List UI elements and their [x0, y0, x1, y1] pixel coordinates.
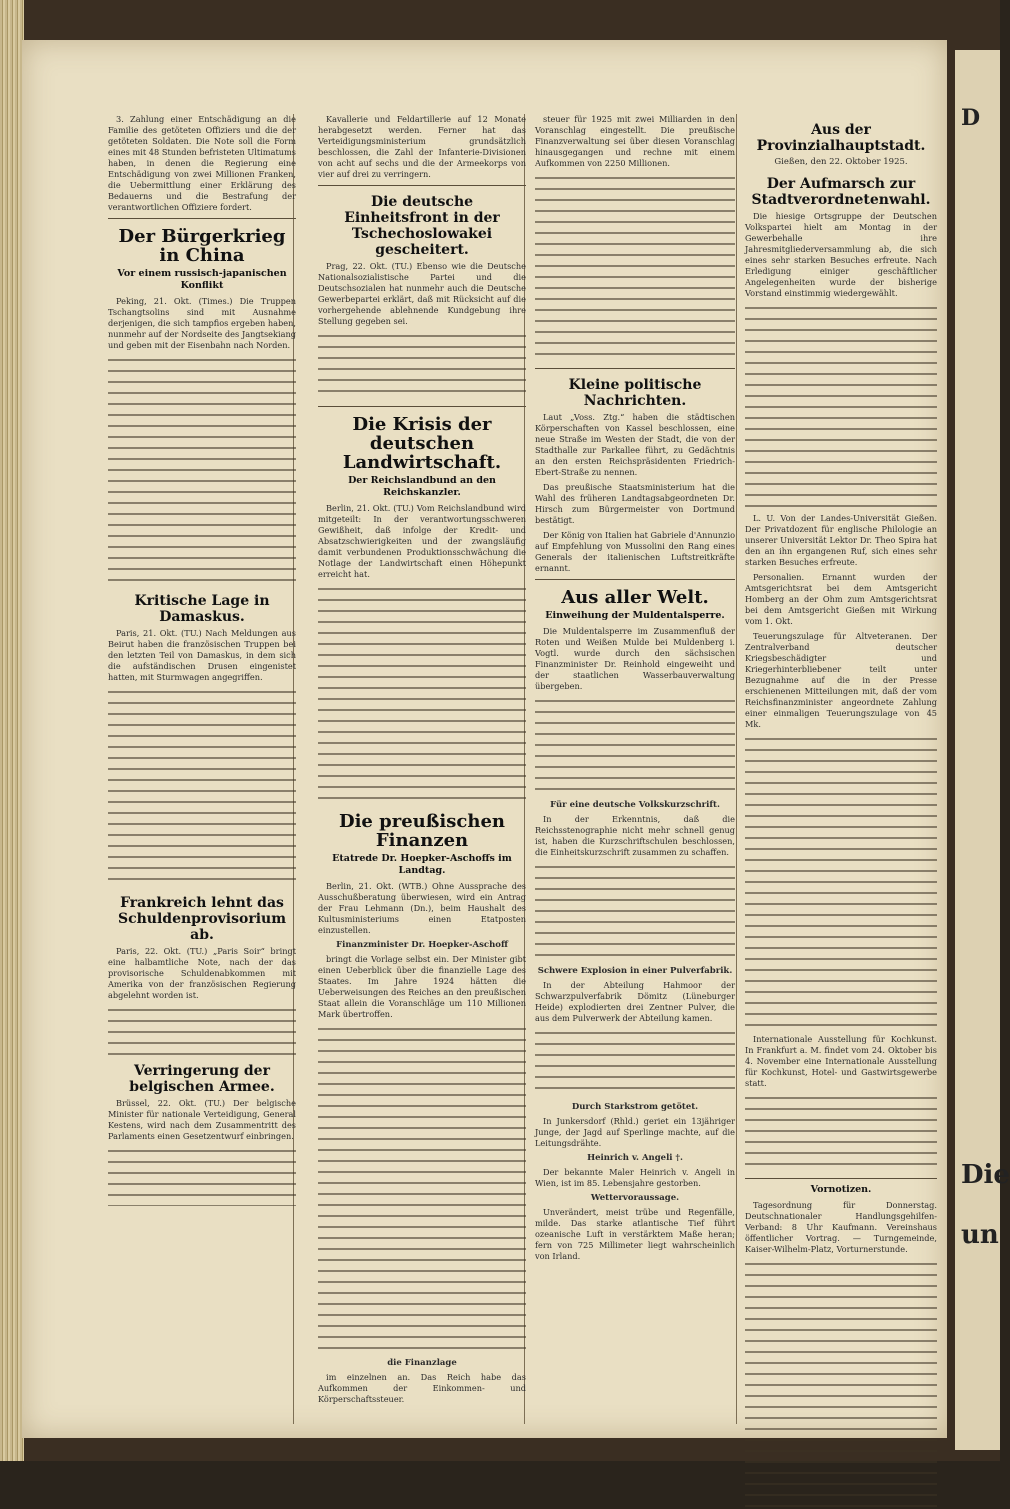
article-muldentalsperre-text: Die Muldentalsperre im Zusammenfluß der Roten und Weißen Mulde bei Muldenberg i. Vogtl. wurde durch den sächsischen Finanzminister Dr. Reinhold eingeweiht und der staatlichen Wasserbauverwaltung übergeben.: [535, 626, 735, 691]
subheadline-china: Vor einem russisch-japanischen Konflikt: [117, 268, 287, 291]
article-tschechoslowakei-text: Prag, 22. Okt. (TU.) Ebenso wie die Deutsche Nationalsozialistische Partei und die Deutschsozialen hat nunmehr auch die Deutsche Gewerbepartei erklärt, daß mit Rücksicht auf die vorhergehende ablehnende Kundgebung ihre Stellung gegeben sei.: [318, 261, 526, 326]
text-lines: [535, 1028, 735, 1098]
article-finanzminister-text: bringt die Vorlage selbst ein. Der Minister gibt einen Ueberblick über die finanzielle Lage des Staates. Im Jahre 1924 hätten die Ueberweisungen des Reiches an den preußischen Staat allein die Voranschläge um 110 Millionen Mark übertroffen.: [318, 954, 526, 1019]
headline-damaskus: Kritische Lage in Damaskus.: [134, 593, 270, 625]
text-lines: [318, 584, 526, 804]
column-3: [535, 114, 735, 1424]
subhead-explosion: Schwere Explosion in einer Pulverfabrik.: [537, 966, 733, 976]
headline-belgien: Verringerung der belgischen Armee.: [129, 1063, 275, 1095]
headline-finanzen: Die preußischen Finanzen: [338, 811, 505, 851]
text-lines: [318, 1024, 526, 1354]
headline-aus-aller-welt: Aus aller Welt.: [561, 587, 709, 608]
subhead-finanzminister: Finanzminister Dr. Hoepker-Aschoff: [336, 940, 508, 950]
text-lines: [745, 734, 937, 1034]
article-starkstrom-text: In Junkersdorf (Rhld.) geriet ein 13jähriger Junge, der Jagd auf Sperlinge machte, auf die Leitungsdrähte.: [535, 1116, 735, 1148]
text-lines: [745, 1259, 937, 1509]
article-angeli-text: Der bekannte Maler Heinrich v. Angeli in Wien, ist im 85. Lebensjahre gestorben.: [535, 1167, 735, 1188]
subhead-wetter: Wettervoraussage.: [590, 1193, 680, 1203]
text-lines: [535, 173, 735, 363]
text-lines: [108, 1146, 296, 1206]
article-belgien-text: Brüssel, 22. Okt. (TU.) Der belgische Minister für nationale Verteidigung, General Kestens, wird nach dem Zusammentritt des Parlaments einen Gesetzentwurf einbringen.: [108, 1098, 296, 1141]
column-2-intro: Kavallerie und Feldartillerie auf 12 Monate herabgesetzt werden. Ferner hat das Verteidigungsministerium grundsätzlich beschlossen, die Zahl der Infanterie-Divisionen von acht auf sechs und die der Armeekorps von vier auf drei zu verringern.: [318, 114, 526, 179]
headline-provinzialhauptstadt: Aus der Provinzialhauptstadt.: [756, 122, 926, 154]
subheadline-finanzen: Etatrede Dr. Hoepker-Aschoffs im Landtag.: [332, 853, 512, 876]
article-landwirtschaft-text: Berlin, 21. Okt. (TU.) Vom Reichslandbund wird mitgeteilt: In der verantwortungsschweren Gewißheit, daß infolge der Kredit- und Absatzschwierigkeiten und der zwangsläufig damit verbundenen Produktionsschwächung die Notlage der Landwirtschaft einen Höhepunkt erreicht hat.: [318, 503, 526, 579]
headline-kleine-nachrichten: Kleine politische Nachrichten.: [568, 377, 702, 409]
subhead-angeli: Heinrich v. Angeli †.: [587, 1153, 683, 1163]
subheadline-muldentalsperre: Einweihung der Muldentalsperre.: [545, 610, 725, 621]
news-kochkunst: Internationale Ausstellung für Kochkunst. In Frankfurt a. M. findet vom 24. Oktober bis 4. November eine Internationale Ausstellung für Kochkunst, Hotel- und Gastwirtsgewerbe statt.: [745, 1034, 937, 1088]
column-3-intro: steuer für 1925 mit zwei Milliarden in den Voranschlag eingestellt. Die preußische Finanzverwaltung sei über diesen Voranschlag hinausgegangen und rechne mit einem Aufkommen von 2250 Millionen.: [535, 114, 735, 168]
article-finanzen-text: Berlin, 21. Okt. (WTB.) Ohne Aussprache des Ausschußberatung überwiesen, wird ein Antrag der Frau Lehmann (Dn.), beim Haushalt des Kultusministeriums einen Etatposten einzustellen.: [318, 881, 526, 935]
column-2: [318, 114, 526, 1424]
headline-tschechoslowakei: Die deutsche Einheitsfront in der Tschechoslowakei gescheitert.: [344, 194, 500, 258]
subhead-finanzlage: die Finanzlage: [387, 1358, 457, 1368]
text-lines: [745, 303, 937, 513]
article-finanzlage-text: im einzelnen an. Das Reich habe das Aufkommen der Einkommen- und Körperschaftssteuer.: [318, 1372, 526, 1404]
news-altveteranen: Teuerungszulage für Altveteranen. Der Zentralverband deutscher Kriegsbeschädigter und Kriegerhinterbliebener teilt unter Bezugnahme auf die in der Presse erschienenen Mitteilungen mit, daß der vom Reichsfinanzminister angeordnete Zahlung einer einmaligen Teuerungszulage von 45 Mk.: [745, 631, 937, 729]
headline-frankreich: Frankreich lehnt das Schuldenprovisorium ab.: [117, 895, 287, 943]
news-kassel: Laut „Voss. Ztg.“ haben die städtischen Körperschaften von Kassel beschlossen, eine neue Straße im Westen der Stadt, die von der Stadthalle zur Parkallee führt, zu Gedächtnis an den ersten Reichspräsidenten Friedrich-Ebert-Straße zu nennen.: [535, 412, 735, 477]
article-explosion-text: In der Abteilung Hahmoor der Schwarzpulverfabrik Dömitz (Lüneburger Heide) explodierten drei Zentner Pulver, die aus dem Pulverwerk der Abteilung kamen.: [535, 980, 735, 1023]
column-1: [108, 114, 296, 1424]
headline-china: Der Bürgerkrieg in China: [118, 226, 286, 266]
subhead-volkskurzschrift: Für eine deutsche Volkskurzschrift.: [550, 800, 720, 810]
article-frankreich-text: Paris, 22. Okt. (TU.) „Paris Soir“ bringt eine halbamtliche Note, nach der das provisorische Schuldenabkommen mit Amerika von der französischen Regierung abgelehnt worden ist.: [108, 946, 296, 1000]
next-page-fragment: D: [961, 105, 981, 131]
article-damaskus-text: Paris, 21. Okt. (TU.) Nach Meldungen aus Beirut haben die französischen Truppen bei den letzten Teil von Damaskus, in dem sich die aufständischen Drusen eingenistet hatten, mit Sturmwagen angegriffen.: [108, 628, 296, 682]
book-edge: [0, 0, 24, 1461]
column-4: [745, 114, 937, 1424]
subheadline-landwirtschaft: Der Reichslandbund an den Reichskanzler.: [348, 475, 496, 498]
article-volkspartei-text: Die hiesige Ortsgruppe der Deutschen Volkspartei hielt am Montag in der Gewerbehalle ihre Jahresmitgliederversammlung ab, die sich eines sehr starken Besuches erfreute. Nach Erledigung einiger geschäftlicher Angelegenheiten wurde der bisherige Vorstand einstimmig wiedergewählt.: [745, 211, 937, 298]
news-universitaet: L. U. Von der Landes-Universität Gießen. Der Privatdozent für englische Philologie an unserer Universität Lektor Dr. Theo Spira hat den an ihn ergangenen Ruf, sich eines sehr starken Besuches erfreute.: [745, 513, 937, 567]
next-page-fragment: Die: [961, 1160, 1010, 1190]
dateline: Gießen, den 22. Oktober 1925.: [774, 157, 908, 167]
news-italien: Der König von Italien hat Gabriele d'Annunzio auf Empfehlung von Mussolini den Rang eines Generals der italienischen Luftstreitkräfte ernannt.: [535, 530, 735, 573]
text-lines: [108, 1005, 296, 1055]
headline-vornotizen: Vornotizen.: [810, 1184, 872, 1195]
news-personalien: Personalien. Ernannt wurden der Amtsgerichtsrat bei dem Amtsgericht Homberg an der Ohm zum Amtsgerichtsrat bei dem Amtsgericht Gießen mit Wirkung vom 1. Okt.: [745, 572, 937, 626]
text-lines: [745, 1093, 937, 1173]
text-lines: [318, 331, 526, 401]
next-page-edge: [955, 50, 1010, 1450]
news-dortmund: Das preußische Staatsministerium hat die Wahl des früheren Landtagsabgeordneten Dr. Hirsch zum Bürgermeister von Dortmund bestätigt.: [535, 482, 735, 525]
subhead-starkstrom: Durch Starkstrom getötet.: [571, 1102, 699, 1112]
headline-landwirtschaft: Die Krisis der deutschen Landwirtschaft.: [342, 414, 502, 473]
article-wetter-text: Unverändert, meist trübe und Regenfälle, milde. Das starke atlantische Tief führt ozeanische Luft in verstärktem Maße heran; fern von 725 Millimeter liegt wahrscheinlich von Irland.: [535, 1207, 735, 1261]
next-page-fragment: un: [961, 1220, 999, 1250]
text-lines: [108, 355, 296, 585]
article-china-text: Peking, 21. Okt. (Times.) Die Truppen Tschangtsolins sind mit Ausnahme derjenigen, die sich tampfios ergeben haben, nunmehr auf der Nordseite des Jangtsekiang und geben mit der Eisenbahn nach Norden.: [108, 296, 296, 350]
news-tagesordnung: Tagesordnung für Donnerstag. Deutschnationaler Handlungsgehilfen-Verband: 8 Uhr Kaufmann. Vereinshaus öffentlicher Vortrag. — Turngemeinde, Kaiser-Wilhelm-Platz, Vorturnerstunde.: [745, 1200, 937, 1254]
headline-stadtverordnetenwahl: Der Aufmarsch zur Stadtverordnetenwahl.: [751, 176, 931, 208]
column-1-intro: 3. Zahlung einer Entschädigung an die Familie des getöteten Offiziers und die der getöteten Soldaten. Die Note soll die Form eines mit 48 Stunden befristeten Ultimatums haben, in denen die Regierung eine Entschädigung von zwei Millionen Franken, die Uebermittlung einer Erklärung des Bedauerns und die Bestrafung der verantwortlichen Offiziere fordert.: [108, 114, 296, 212]
text-lines: [535, 696, 735, 796]
article-volkskurzschrift-text: In der Erkenntnis, daß die Reichsstenographie nicht mehr schnell genug ist, haben die Kurzschriftschulen beschlossen, die Einheitskurzschrift zusammen zu schaffen.: [535, 814, 735, 857]
column-rule: [736, 114, 737, 1424]
text-lines: [535, 862, 735, 962]
text-lines: [108, 687, 296, 887]
